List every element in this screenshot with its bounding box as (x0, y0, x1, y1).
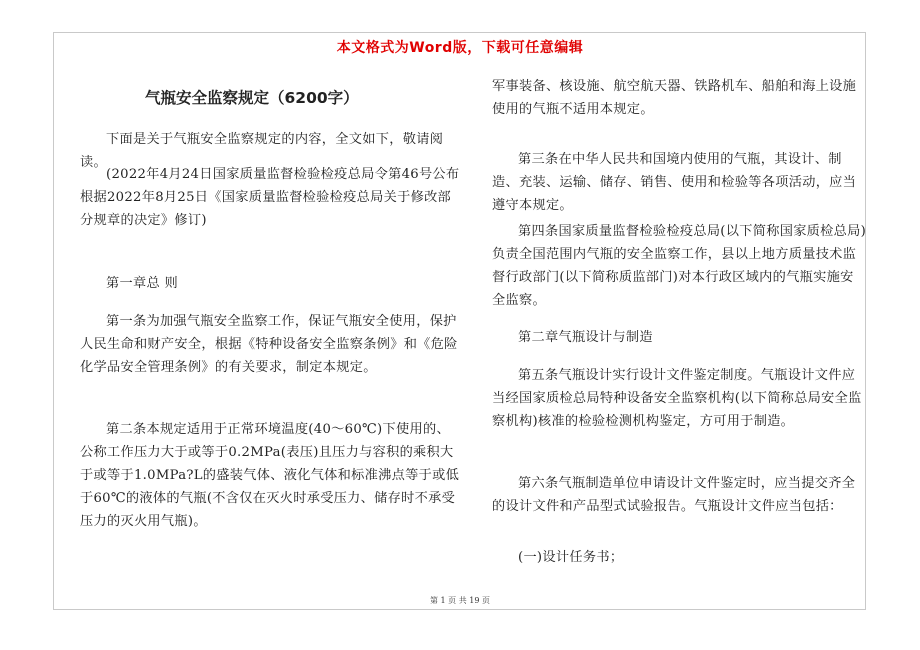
chapter-heading: 第二章气瓶设计与制造 (518, 330, 653, 345)
chapter-heading: 第一章总 则 (106, 276, 178, 291)
article-paragraph: 第六条气瓶制造单位申请设计文件鉴定时，应当提交齐全的设计文件和产品型式试验报告。气瓶设计文件应当包括： (492, 476, 856, 514)
article-continuation: 军事装备、核设施、航空航天器、铁路机车、船舶和海上设施使用的气瓶不适用本规定。 (492, 79, 857, 117)
article-paragraph: 第一条为加强气瓶安全监察工作，保证气瓶安全使用，保护人民生命和财产安全，根据《特种设备安全监察条例》和《危险化学品安全管理条例》的有关要求，制定本规定。 (80, 314, 458, 375)
editable-banner: 本文格式为Word版，下载可任意编辑 (336, 40, 584, 56)
article-paragraph: 第四条国家质量监督检验检疫总局(以下简称国家质检总局)负责全国范围内气瓶的安全监察工作，县以上地方质量技术监督行政部门(以下简称质监部门)对本行政区域内的气瓶实施安全监察。 (492, 224, 867, 308)
revision-note: (2022年4月24日国家质量监督检验检疫总局令第46号公布根据2022年8月25日《国家质量监督检验检疫总局关于修改部分规章的决定》修订) (80, 167, 460, 228)
article-paragraph: 第三条在中华人民共和国境内使用的气瓶，其设计、制造、充装、运输、储存、销售、使用和检验等各项活动，应当遵守本规定。 (492, 152, 857, 213)
intro-paragraph: 下面是关于气瓶安全监察规定的内容，全文如下，敬请阅读。 (80, 132, 444, 170)
list-item: (一)设计任务书； (518, 550, 624, 565)
page-number: 第 1 页 共 19 页 (430, 596, 490, 605)
document-title: 气瓶安全监察规定（6200字） (145, 89, 359, 107)
article-paragraph: 第五条气瓶设计实行设计文件鉴定制度。气瓶设计文件应当经国家质检总局特种设备安全监察机构(以下简称总局安全监察机构)核准的检验检测机构鉴定，方可用于制造。 (492, 368, 862, 429)
article-paragraph: 第二条本规定适用于正常环境温度(40～60℃)下使用的、公称工作压力大于或等于0.2MPa(表压)且压力与容积的乘积大于或等于1.0MPa?L的盛装气体、液化气体和标准沸点等于或低于60℃的液体的气瓶(不含仅在灭火时承受压力、储存时不承受压力的灭火用气瓶)。 (80, 422, 460, 529)
